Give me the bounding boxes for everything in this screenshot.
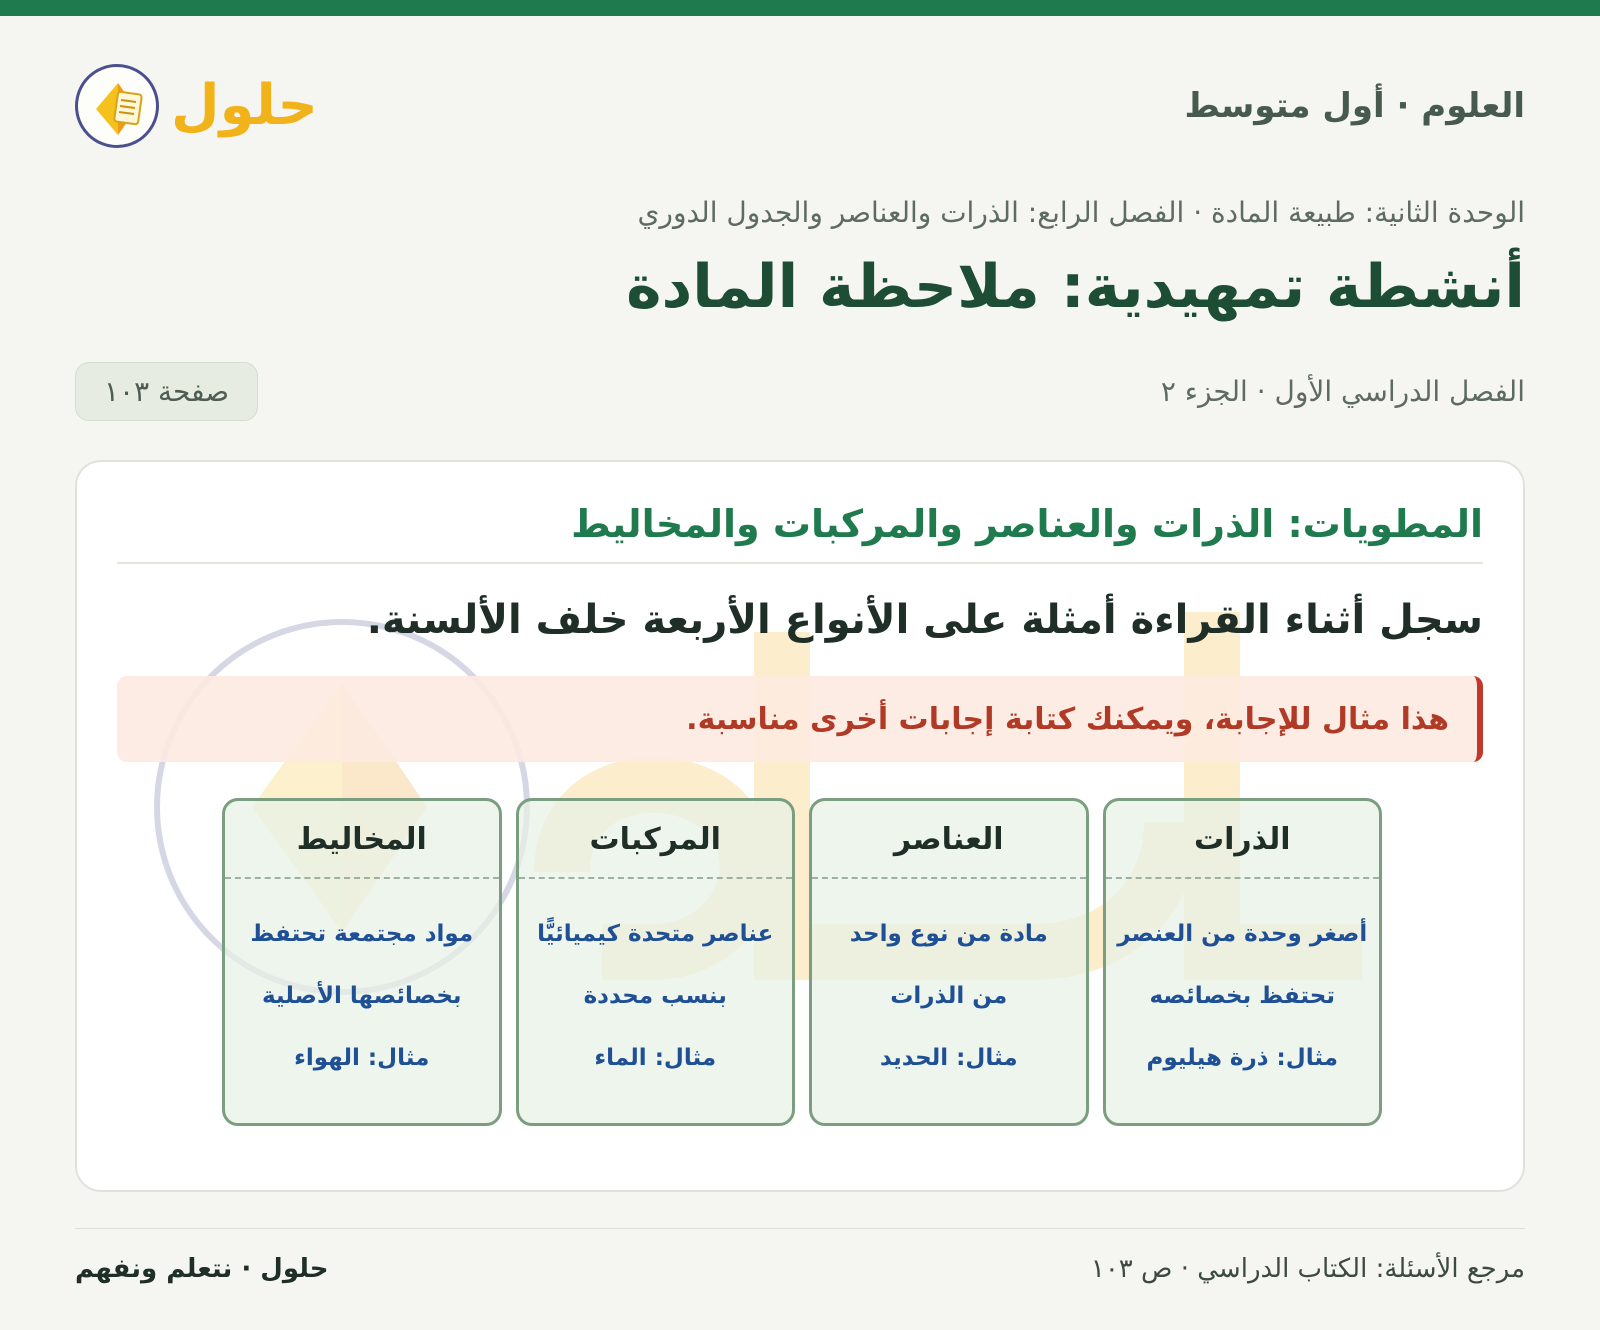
book-diamond-icon	[75, 64, 159, 148]
tab-line: من الذرات	[890, 983, 1008, 1009]
tab-line: مادة من نوع واحد	[849, 921, 1048, 947]
tab-example: مثال: ذرة هيليوم	[1146, 1045, 1338, 1071]
tab-title: العناصر	[812, 801, 1086, 879]
foldable-card	[75, 460, 1525, 1192]
page-header	[75, 56, 1525, 156]
tab-line: تحتفظ بخصائصه	[1149, 983, 1336, 1009]
page-number-badge: صفحة ١٠٣	[75, 362, 258, 421]
site-logo[interactable]	[75, 64, 318, 148]
tab-compounds[interactable]	[516, 798, 796, 1126]
tab-body	[812, 879, 1086, 1089]
footer-brand[interactable]: حلول · نتعلم ونفهم	[75, 1254, 329, 1284]
tab-example: مثال: الهواء	[294, 1045, 430, 1071]
foldable-tabs	[222, 798, 1382, 1126]
tab-body	[1106, 879, 1380, 1089]
footer-reference: مرجع الأسئلة: الكتاب الدراسي · ص ١٠٣	[1090, 1254, 1525, 1284]
activity-prompt: سجل أثناء القراءة أمثلة على الأنواع الأربعة خلف الألسنة.	[366, 597, 1483, 643]
tab-line: بنسب محددة	[583, 983, 727, 1009]
tab-title: المركبات	[519, 801, 793, 879]
tab-elements[interactable]	[809, 798, 1089, 1126]
tab-line: بخصائصها الأصلية	[261, 983, 462, 1009]
tab-example: مثال: الحديد	[879, 1045, 1018, 1071]
answer-note	[117, 676, 1483, 762]
page-title: أنشطة تمهيدية: ملاحظة المادة	[626, 252, 1525, 322]
tab-example: مثال: الماء	[594, 1045, 717, 1071]
card-title: المطويات: الذرات والعناصر والمركبات والمخاليط	[571, 502, 1483, 546]
tab-mixtures[interactable]	[222, 798, 502, 1126]
subject-label: العلوم · أول متوسط	[1184, 86, 1525, 126]
tab-line: أصغر وحدة من العنصر	[1117, 921, 1368, 947]
tab-title: المخاليط	[225, 801, 499, 879]
tab-line: عناصر متحدة كيميائيًّا	[537, 921, 774, 947]
footer-divider	[75, 1228, 1525, 1229]
tab-body	[225, 879, 499, 1089]
tab-line: مواد مجتمعة تحتفظ	[250, 921, 474, 947]
tab-atoms[interactable]	[1103, 798, 1383, 1126]
page-footer	[75, 1254, 1525, 1284]
top-accent-bar	[0, 0, 1600, 16]
card-divider	[117, 562, 1483, 564]
meta-row	[75, 358, 1525, 424]
answer-note-text: هذا مثال للإجابة، ويمكنك كتابة إجابات أخرى مناسبة.	[686, 701, 1449, 737]
tab-body	[519, 879, 793, 1089]
breadcrumb: الوحدة الثانية: طبيعة المادة · الفصل الرابع: الذرات والعناصر والجدول الدوري	[637, 196, 1525, 229]
tab-title: الذرات	[1106, 801, 1380, 879]
logo-wordmark: حلول	[171, 73, 318, 138]
term-label: الفصل الدراسي الأول · الجزء ٢	[1160, 374, 1525, 408]
